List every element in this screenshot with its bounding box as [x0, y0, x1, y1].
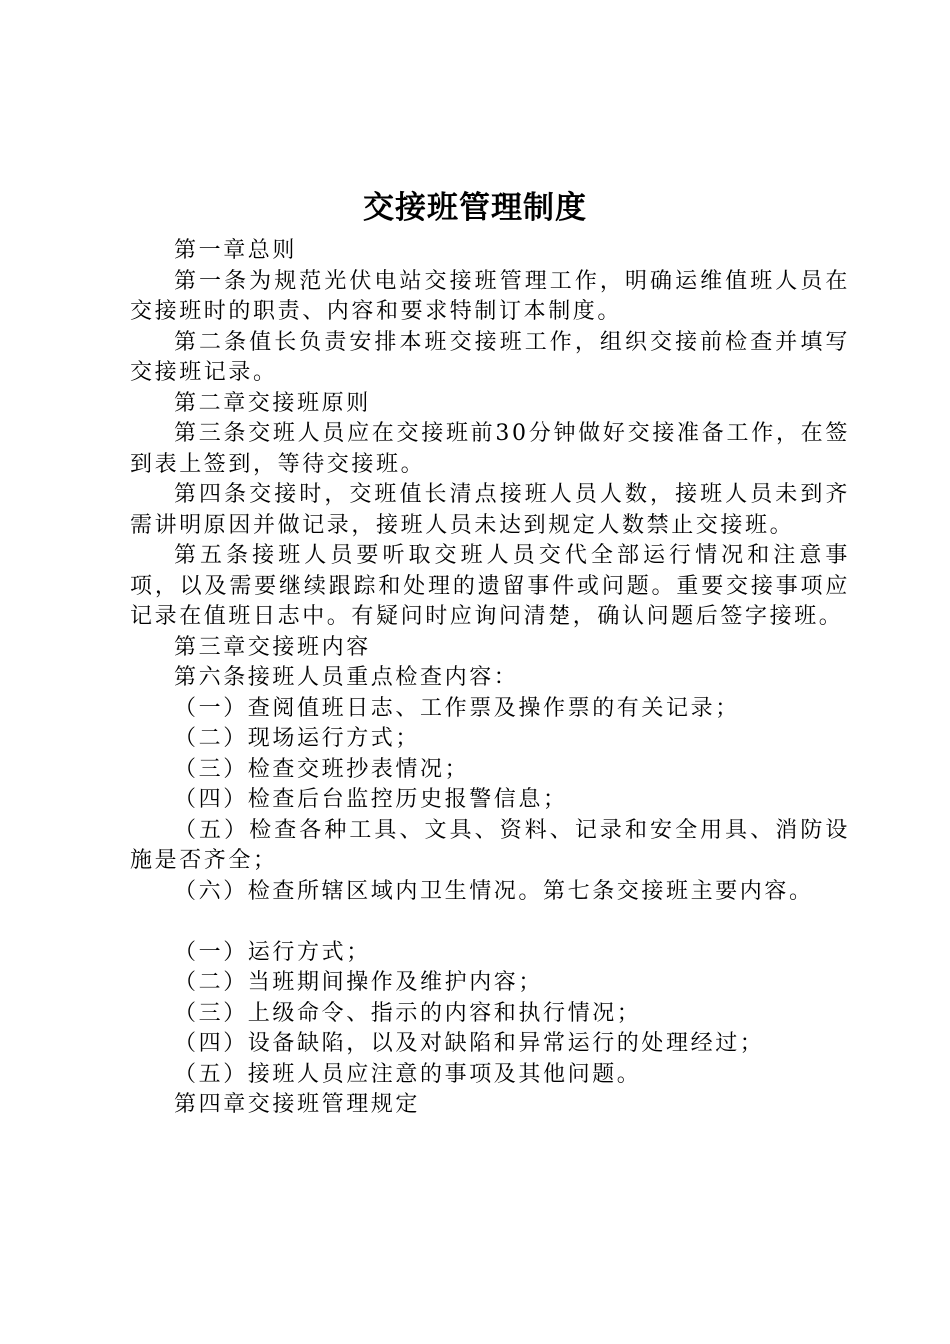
article-paragraph: 第三条交班人员应在交接班前30分钟做好交接准备工作，在签到表上签到，等待交接班。 — [130, 421, 850, 477]
list-item: （一）查阅值班日志、工作票及操作票的有关记录； — [174, 695, 740, 721]
list-item: （二）当班期间操作及维护内容； — [174, 970, 544, 995]
chapter-heading: 第二章交接班原则 — [174, 390, 371, 416]
list-item: （二）现场运行方式； — [174, 726, 421, 751]
paragraph-gap — [130, 907, 850, 938]
article-paragraph: 第二条值长负责安排本班交接班工作，组织交接前检查并填写交接班记录。 — [130, 329, 850, 385]
list-item: （三）检查交班抄表情况； — [174, 756, 470, 782]
document-body — [130, 236, 850, 1121]
list-item: （六）检查所辖区域内卫生情况。第七条交接班主要内容。 — [174, 878, 814, 904]
list-item: （三）上级命令、指示的内容和执行情况； — [174, 1000, 642, 1026]
list-item: （四）设备缺陷，以及对缺陷和异常运行的处理经过； — [174, 1031, 765, 1056]
article-paragraph: 第一条为规范光伏电站交接班管理工作，明确运维值班人员在交接班时的职责、内容和要求特制订本制度。 — [130, 268, 850, 324]
article-paragraph: 第五条接班人员要听取交班人员交代全部运行情况和注意事项，以及需要继续跟踪和处理的遗留事件或问题。重要交接事项应记录在值班日志中。有疑问时应询问清楚，确认问题后签字接班。 — [130, 543, 850, 629]
chapter-heading: 第三章交接班内容 — [174, 634, 371, 660]
document-title: 交接班管理制度 — [363, 190, 587, 226]
chapter-heading: 第四章交接班管理规定 — [174, 1092, 421, 1117]
article-paragraph: 第四条交接时，交班值长清点接班人员人数，接班人员未到齐需讲明原因并做记录，接班人员未达到规定人数禁止交接班。 — [130, 482, 850, 538]
list-item: （一）运行方式； — [174, 939, 371, 965]
list-item: （五）接班人员应注意的事项及其他问题。 — [174, 1061, 642, 1087]
list-item: （五）检查各种工具、文具、资料、记录和安全用具、消防设施是否齐全； — [130, 817, 850, 873]
list-item: （四）检查后台监控历史报警信息； — [174, 787, 568, 812]
chapter-heading: 第一章总则 — [174, 238, 298, 263]
article-paragraph: 第六条接班人员重点检查内容： — [174, 665, 519, 690]
